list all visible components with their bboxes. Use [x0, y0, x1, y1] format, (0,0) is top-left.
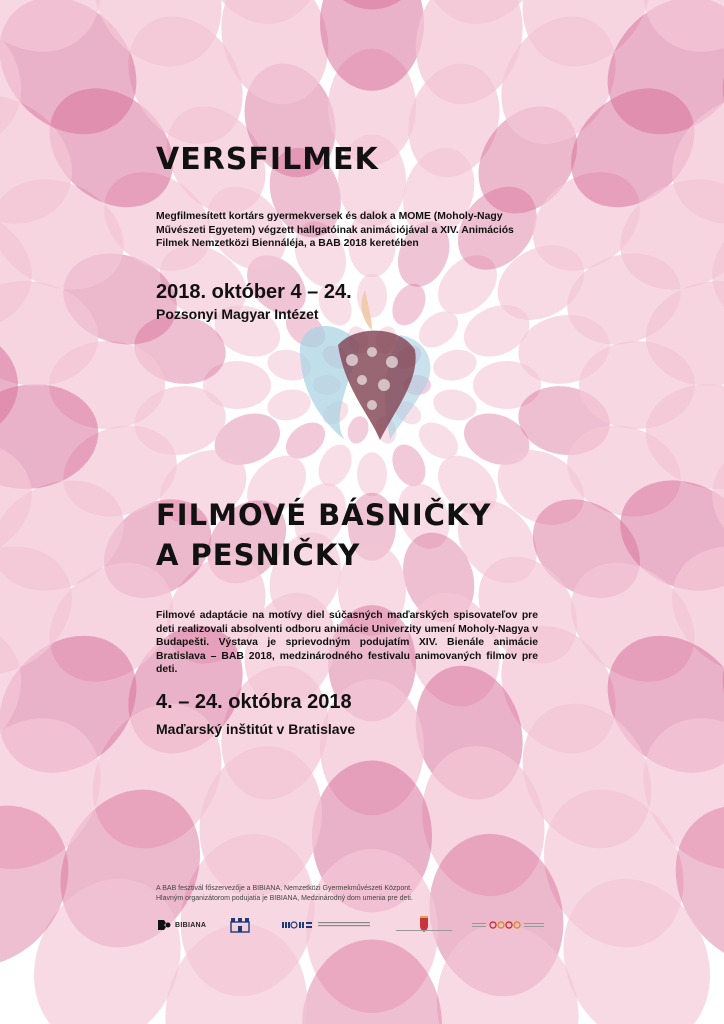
title-slovak-line2: A PESNIČKY	[156, 538, 361, 572]
footer-organizer-hungarian: A BAB fesztivál főszervezője a BIBIANA, Nemzetközi Gyermekművészeti Központ.	[156, 885, 412, 892]
mome-logo	[282, 914, 372, 936]
bibiana-logo-text: BIBIANA	[175, 921, 207, 929]
coat-of-arms-icon	[394, 916, 454, 934]
description-hungarian: Megfilmesített kortárs gyermekversek és dalok a MOME (Moholy-Nagy Művészeti Egyetem) végzett hallgatóinak animációjával a XIV. Animációs Filmek Nemzetközi Biennáléja, a BAB 2018 keretében	[156, 211, 514, 250]
date-hungarian: 2018. október 4 – 24.	[156, 281, 352, 303]
footer-organizer-slovak: Hlavným organizátorom podujatia je BIBIANA, Medzinárodný dom umenia pre deti.	[156, 895, 413, 902]
venue-hungarian: Pozsonyi Magyar Intézet	[156, 306, 319, 322]
title-hungarian: VERSFILMEK	[156, 142, 379, 177]
bibiana-mark-icon	[156, 918, 172, 932]
castle-icon	[230, 916, 250, 934]
date-slovak: 4. – 24. októbra 2018	[156, 691, 352, 713]
description-slovak: Filmové adaptácie na motívy diel súčasných maďarských spisovateľov pre deti realizovali absolventi odboru animácie Univerzity umení Moholy-Nagya v Budapešti. Výstava je sprievodným podujatím XIV. Bienále animácie Bratislava – BAB 2018, medzinárodného festivalu animovaných filmov pre deti.	[156, 610, 538, 676]
castle-logo	[230, 914, 250, 936]
sponsor-logos	[156, 914, 556, 938]
mome-mark-icon	[282, 920, 372, 930]
partner-logo	[472, 914, 546, 936]
venue-slovak: Maďarský inštitút v Bratislave	[156, 721, 356, 737]
hungary-coat-of-arms-logo	[394, 914, 454, 936]
partner-mark-icon	[472, 919, 546, 931]
bibiana-logo	[156, 914, 206, 936]
title-slovak-line1: FILMOVÉ BÁSNIČKY	[156, 498, 492, 532]
